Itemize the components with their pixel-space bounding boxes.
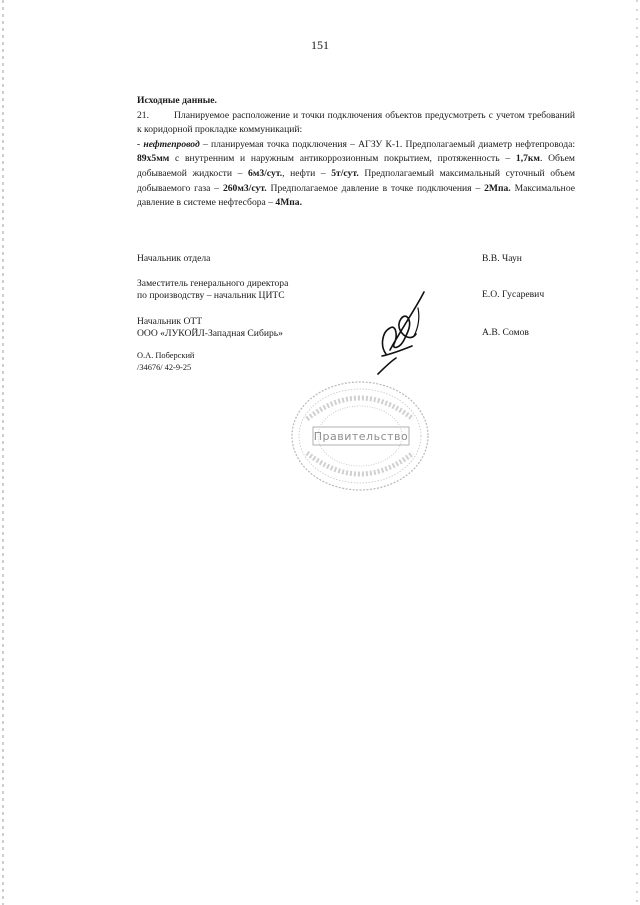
signatory-title-line: Заместитель генерального директора: [137, 278, 289, 289]
pipeline-text-3: . Объем добываемой жидкости –: [137, 153, 575, 179]
pipeline-label: - нефтепровод: [137, 138, 200, 150]
pipeline-gas-volume: 260м3/сут.: [222, 182, 267, 194]
body-text: [137, 94, 575, 211]
pipeline-liquid-volume: 6м3/сут.: [248, 167, 283, 179]
pipeline-oil-volume: 5т/сут.: [331, 167, 359, 179]
item-21-paragraph: [137, 109, 575, 138]
signatory-name: А.В. Сомов: [482, 327, 529, 338]
section-heading: Исходные данные.: [137, 95, 217, 106]
signatory-title-line: Начальник отдела: [137, 253, 211, 264]
scan-edge-right: [636, 0, 638, 905]
signatory-name: В.В. Чаун: [482, 253, 522, 264]
pipeline-text-7: Максимальное давление в системе нефтесбора –: [137, 182, 575, 209]
signatory-title-line: Начальник ОТТ: [137, 316, 203, 327]
signatory-title: [137, 253, 397, 265]
pipeline-max-pressure: 4Мпа.: [275, 197, 302, 209]
pipeline-text-1: – планируемая точка подключения – АГЗУ К-1. Предполагаемый диаметр нефтепровода:: [199, 138, 575, 150]
item-number: 21.: [137, 109, 149, 121]
pipeline-diameter: 89х5мм: [137, 153, 170, 165]
pipeline-text-2: с внутренним и наружным антикоррозионным покрытием, протяженность –: [169, 153, 516, 165]
page-number: 151: [311, 38, 329, 52]
item-text: Планируемое расположение и точки подключения объектов предусмотреть с учетом требований к коридорной прокладке коммуникаций:: [137, 109, 575, 136]
handwritten-signature-icon: [372, 288, 442, 378]
executor-info: [137, 350, 194, 374]
pipeline-text-5: Предполагаемый максимальный суточный объем добываемого газа –: [137, 167, 575, 194]
pipeline-pressure: 2Мпа.: [484, 182, 511, 194]
pipeline-length: 1,7км: [515, 153, 540, 165]
signatory-name: Е.О. Гусаревич: [482, 289, 545, 300]
signatory-title-line: ООО «ЛУКОЙЛ-Западная Сибирь»: [137, 328, 283, 340]
pipeline-text-4: , нефти –: [282, 167, 332, 179]
scan-edge-left: [2, 0, 4, 905]
executor-phone: /34676/ 42-9-25: [137, 363, 192, 372]
pipeline-text-6: Предполагаемое давление в точке подключения –: [266, 182, 485, 194]
pipeline-paragraph: [137, 138, 575, 211]
executor-name: О.А. Поберский: [137, 351, 195, 360]
stamp-text: Правительство: [313, 430, 409, 443]
stamp-ring-icon: [289, 379, 431, 494]
signatory-title-line: по производству – начальник ЦИТС: [137, 290, 285, 302]
official-stamp: [289, 379, 431, 494]
signatory-title: [137, 278, 397, 303]
signatory-title: [137, 316, 397, 341]
